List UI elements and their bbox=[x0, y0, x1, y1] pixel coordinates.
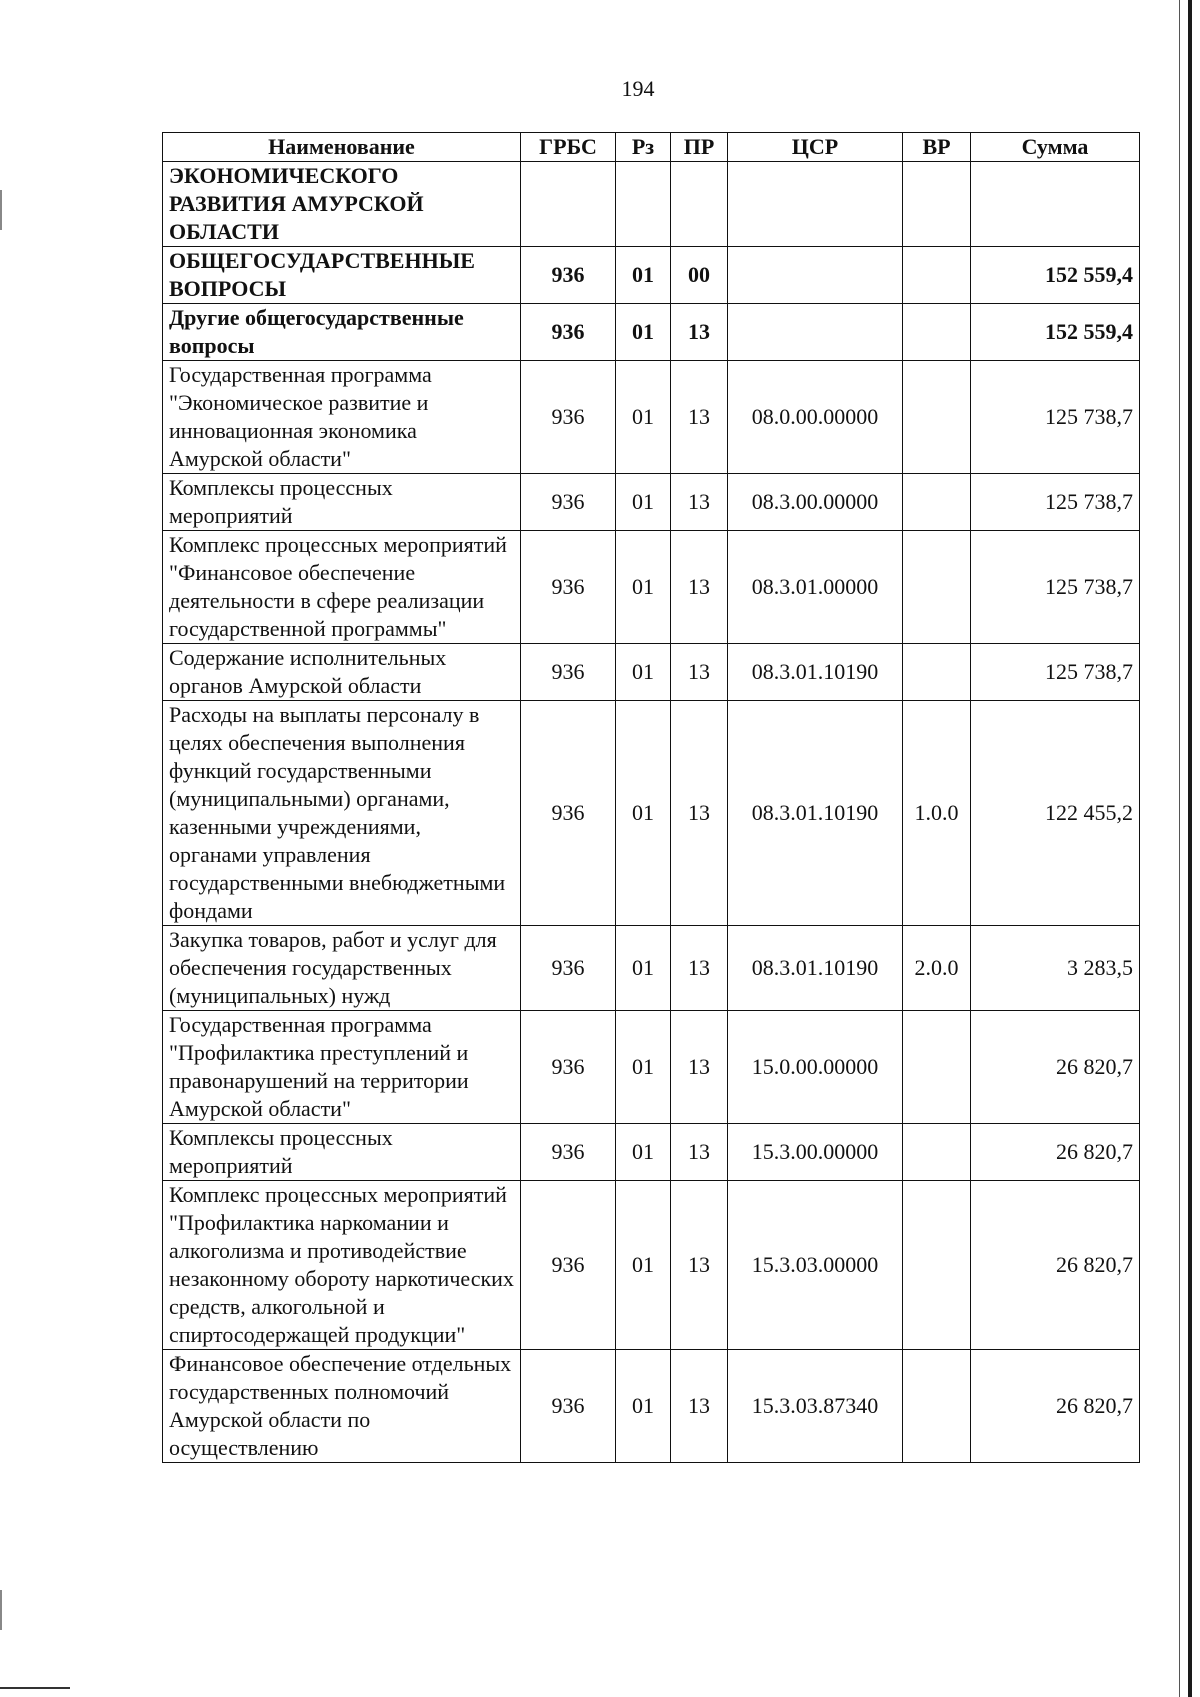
cell-name: Государственная программа "Экономическое развитие и инновационная экономика Амурской области" bbox=[163, 361, 521, 474]
table-row bbox=[163, 304, 1140, 361]
cell-sum: 26 820,7 bbox=[971, 1350, 1140, 1463]
cell-rz: 01 bbox=[616, 361, 671, 474]
cell-pr: 13 bbox=[671, 1124, 728, 1181]
cell-rz: 01 bbox=[616, 1124, 671, 1181]
cell-name: Закупка товаров, работ и услуг для обеспечения государственных (муниципальных) нужд bbox=[163, 926, 521, 1011]
table-row bbox=[163, 701, 1140, 926]
cell-vr bbox=[903, 247, 971, 304]
cell-vr bbox=[903, 531, 971, 644]
header-rz: Рз bbox=[616, 133, 671, 162]
cell-grbs bbox=[521, 162, 616, 247]
cell-grbs: 936 bbox=[521, 361, 616, 474]
scan-edge-line bbox=[1188, 0, 1192, 1697]
cell-vr bbox=[903, 304, 971, 361]
cell-pr: 13 bbox=[671, 1350, 728, 1463]
cell-name: Комплекс процессных мероприятий "Финансовое обеспечение деятельности в сфере реализации государственной программы" bbox=[163, 531, 521, 644]
cell-rz: 01 bbox=[616, 247, 671, 304]
table-row bbox=[163, 644, 1140, 701]
header-grbs: ГРБС bbox=[521, 133, 616, 162]
cell-csr: 08.3.01.10190 bbox=[728, 926, 903, 1011]
header-vr: ВР bbox=[903, 133, 971, 162]
cell-sum: 125 738,7 bbox=[971, 531, 1140, 644]
cell-vr: 1.0.0 bbox=[903, 701, 971, 926]
cell-csr: 08.0.00.00000 bbox=[728, 361, 903, 474]
budget-table bbox=[162, 132, 1140, 1463]
cell-csr: 08.3.01.00000 bbox=[728, 531, 903, 644]
cell-pr: 13 bbox=[671, 1011, 728, 1124]
cell-name: Другие общегосударственные вопросы bbox=[163, 304, 521, 361]
cell-pr: 13 bbox=[671, 304, 728, 361]
scan-edge-line-thin bbox=[1179, 0, 1180, 1697]
cell-csr: 15.3.03.00000 bbox=[728, 1181, 903, 1350]
scan-margin-mark bbox=[0, 1590, 2, 1630]
cell-vr bbox=[903, 361, 971, 474]
cell-grbs: 936 bbox=[521, 1350, 616, 1463]
cell-vr bbox=[903, 1350, 971, 1463]
cell-pr: 13 bbox=[671, 644, 728, 701]
header-csr: ЦСР bbox=[728, 133, 903, 162]
cell-grbs: 936 bbox=[521, 926, 616, 1011]
table-body bbox=[163, 162, 1140, 1463]
table-row bbox=[163, 1011, 1140, 1124]
table-row bbox=[163, 247, 1140, 304]
page-number: 194 bbox=[621, 76, 655, 101]
header-name: Наименование bbox=[163, 133, 521, 162]
cell-vr bbox=[903, 1011, 971, 1124]
table-row bbox=[163, 361, 1140, 474]
cell-pr bbox=[671, 162, 728, 247]
cell-pr: 13 bbox=[671, 361, 728, 474]
cell-csr: 08.3.01.10190 bbox=[728, 701, 903, 926]
cell-sum: 125 738,7 bbox=[971, 474, 1140, 531]
cell-rz: 01 bbox=[616, 474, 671, 531]
cell-sum: 125 738,7 bbox=[971, 644, 1140, 701]
cell-rz: 01 bbox=[616, 1350, 671, 1463]
cell-csr bbox=[728, 162, 903, 247]
cell-name: Комплекс процессных мероприятий "Профилактика наркомании и алкоголизма и противодействие незаконному обороту наркотических средств, алкогольной и спиртосодержащей продукции" bbox=[163, 1181, 521, 1350]
cell-grbs: 936 bbox=[521, 644, 616, 701]
cell-grbs: 936 bbox=[521, 701, 616, 926]
cell-name: Государственная программа "Профилактика преступлений и правонарушений на территории Амурской области" bbox=[163, 1011, 521, 1124]
cell-vr bbox=[903, 162, 971, 247]
cell-rz: 01 bbox=[616, 701, 671, 926]
table-row bbox=[163, 1181, 1140, 1350]
cell-pr: 13 bbox=[671, 926, 728, 1011]
table-row bbox=[163, 1124, 1140, 1181]
table-row bbox=[163, 926, 1140, 1011]
cell-csr: 08.3.00.00000 bbox=[728, 474, 903, 531]
cell-rz bbox=[616, 162, 671, 247]
cell-rz: 01 bbox=[616, 1181, 671, 1350]
cell-csr bbox=[728, 247, 903, 304]
cell-csr: 15.0.00.00000 bbox=[728, 1011, 903, 1124]
scan-margin-mark bbox=[0, 190, 2, 230]
cell-vr bbox=[903, 1181, 971, 1350]
cell-name: ОБЩЕГОСУДАРСТВЕННЫЕ ВОПРОСЫ bbox=[163, 247, 521, 304]
cell-sum: 152 559,4 bbox=[971, 247, 1140, 304]
cell-csr bbox=[728, 304, 903, 361]
cell-rz: 01 bbox=[616, 1011, 671, 1124]
cell-pr: 13 bbox=[671, 531, 728, 644]
scan-bottom-mark bbox=[0, 1687, 70, 1689]
cell-sum bbox=[971, 162, 1140, 247]
cell-csr: 08.3.01.10190 bbox=[728, 644, 903, 701]
cell-rz: 01 bbox=[616, 926, 671, 1011]
cell-vr bbox=[903, 474, 971, 531]
cell-sum: 122 455,2 bbox=[971, 701, 1140, 926]
header-sum: Сумма bbox=[971, 133, 1140, 162]
table-row bbox=[163, 531, 1140, 644]
cell-grbs: 936 bbox=[521, 474, 616, 531]
cell-pr: 00 bbox=[671, 247, 728, 304]
cell-grbs: 936 bbox=[521, 304, 616, 361]
table-row bbox=[163, 1350, 1140, 1463]
cell-sum: 152 559,4 bbox=[971, 304, 1140, 361]
cell-rz: 01 bbox=[616, 304, 671, 361]
cell-sum: 3 283,5 bbox=[971, 926, 1140, 1011]
cell-name: Финансовое обеспечение отдельных государственных полномочий Амурской области по осуществлению bbox=[163, 1350, 521, 1463]
cell-csr: 15.3.03.87340 bbox=[728, 1350, 903, 1463]
table-row bbox=[163, 474, 1140, 531]
cell-name: ЭКОНОМИЧЕСКОГО РАЗВИТИЯ АМУРСКОЙ ОБЛАСТИ bbox=[163, 162, 521, 247]
cell-pr: 13 bbox=[671, 1181, 728, 1350]
cell-vr: 2.0.0 bbox=[903, 926, 971, 1011]
cell-grbs: 936 bbox=[521, 1181, 616, 1350]
cell-name: Содержание исполнительных органов Амурской области bbox=[163, 644, 521, 701]
cell-vr bbox=[903, 1124, 971, 1181]
cell-sum: 125 738,7 bbox=[971, 361, 1140, 474]
cell-grbs: 936 bbox=[521, 531, 616, 644]
cell-pr: 13 bbox=[671, 474, 728, 531]
cell-name: Комплексы процессных мероприятий bbox=[163, 1124, 521, 1181]
table-header-row bbox=[163, 133, 1140, 162]
cell-pr: 13 bbox=[671, 701, 728, 926]
cell-rz: 01 bbox=[616, 531, 671, 644]
cell-csr: 15.3.00.00000 bbox=[728, 1124, 903, 1181]
cell-vr bbox=[903, 644, 971, 701]
table-row bbox=[163, 162, 1140, 247]
header-pr: ПР bbox=[671, 133, 728, 162]
cell-name: Комплексы процессных мероприятий bbox=[163, 474, 521, 531]
cell-sum: 26 820,7 bbox=[971, 1011, 1140, 1124]
cell-grbs: 936 bbox=[521, 247, 616, 304]
cell-sum: 26 820,7 bbox=[971, 1124, 1140, 1181]
cell-grbs: 936 bbox=[521, 1124, 616, 1181]
cell-grbs: 936 bbox=[521, 1011, 616, 1124]
cell-name: Расходы на выплаты персоналу в целях обеспечения выполнения функций государственными (муниципальными) органами, казенными учреждениями, органами управления государственными внебюджетными фондами bbox=[163, 701, 521, 926]
cell-sum: 26 820,7 bbox=[971, 1181, 1140, 1350]
cell-rz: 01 bbox=[616, 644, 671, 701]
